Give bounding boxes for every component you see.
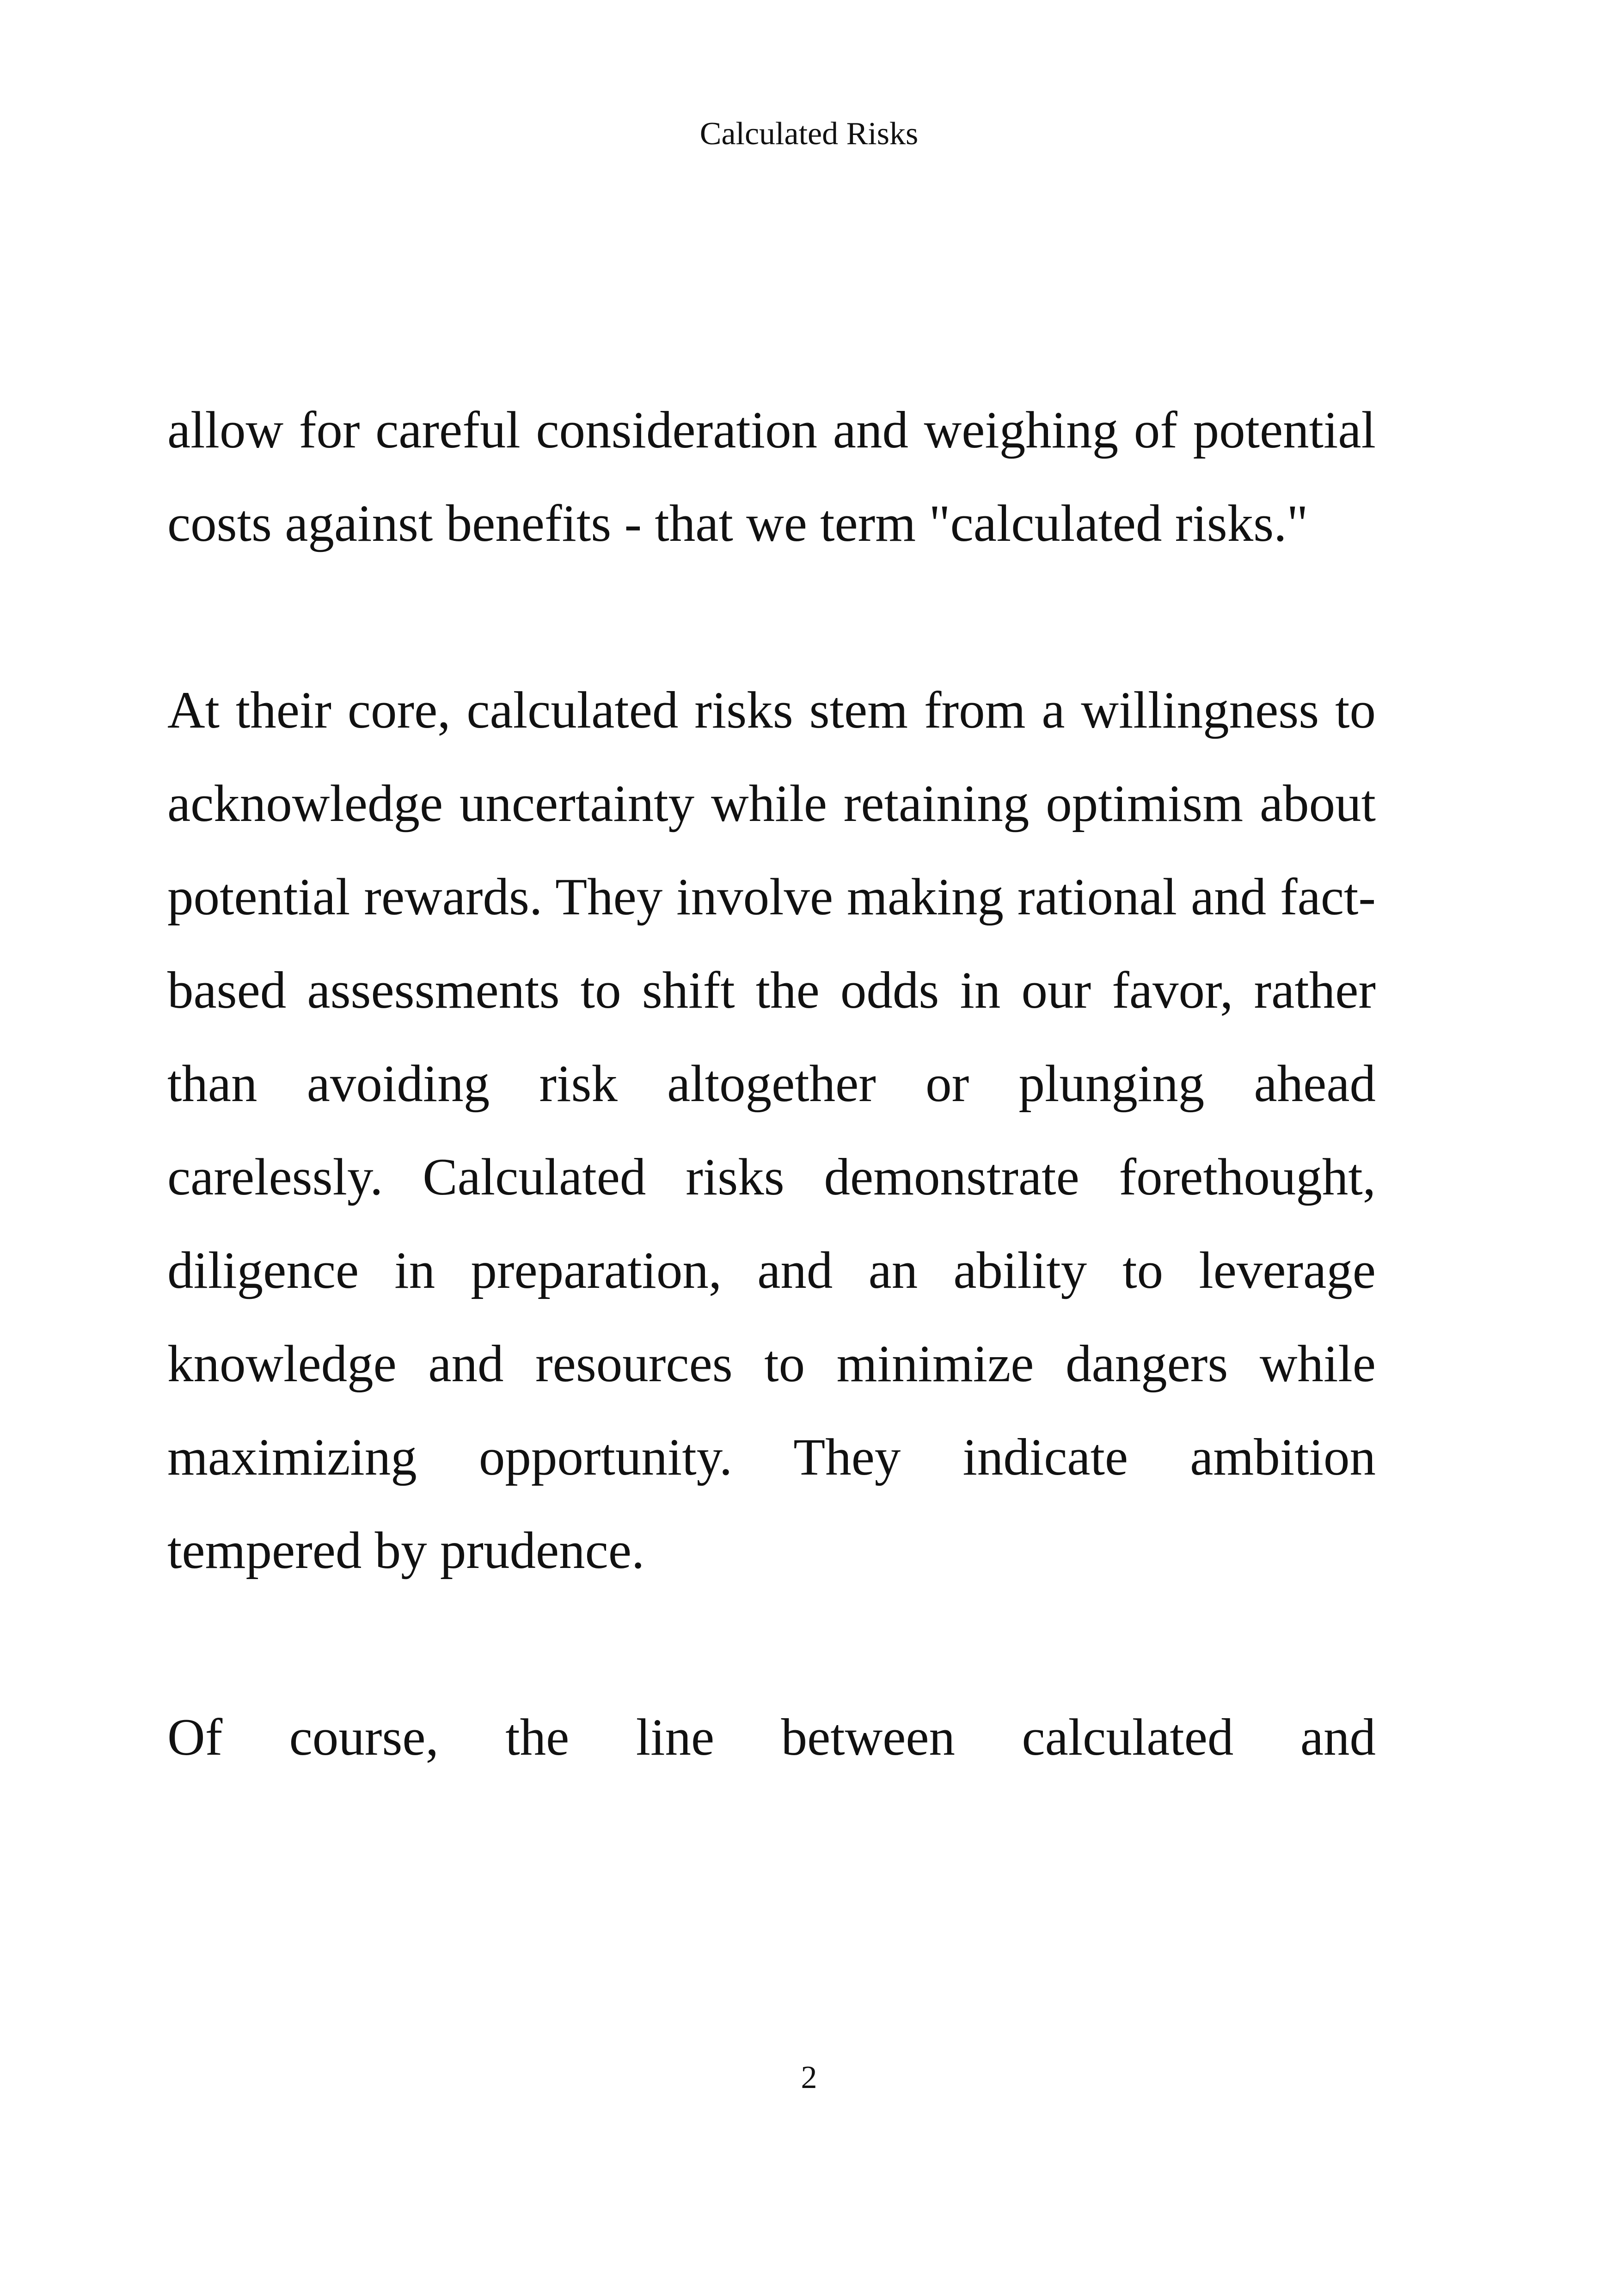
body-text (167, 384, 1376, 1784)
paragraph-3: Of course, the line between calculated and (167, 1708, 1376, 1766)
paragraph-2: At their core, calculated risks stem from a willingness to acknowledge uncertainty while retaining optimism about potential rewards. They involve making rational and fact-based assessments to shift the odds in our favor, rather than avoiding risk altogether or plunging ahead carelessly. Calculated risks demonstrate forethought, diligence in preparation, and an ability to leverage knowledge and resources to minimize dangers while maximizing opportunity. They indicate ambition tempered by prudence. (167, 681, 1376, 1580)
page-number: 2 (801, 2060, 817, 2095)
running-header-title: Calculated Risks (699, 116, 919, 152)
paragraph-1: allow for careful consideration and weighing of potential costs against benefits - that we term "calculated risks." (167, 401, 1376, 552)
